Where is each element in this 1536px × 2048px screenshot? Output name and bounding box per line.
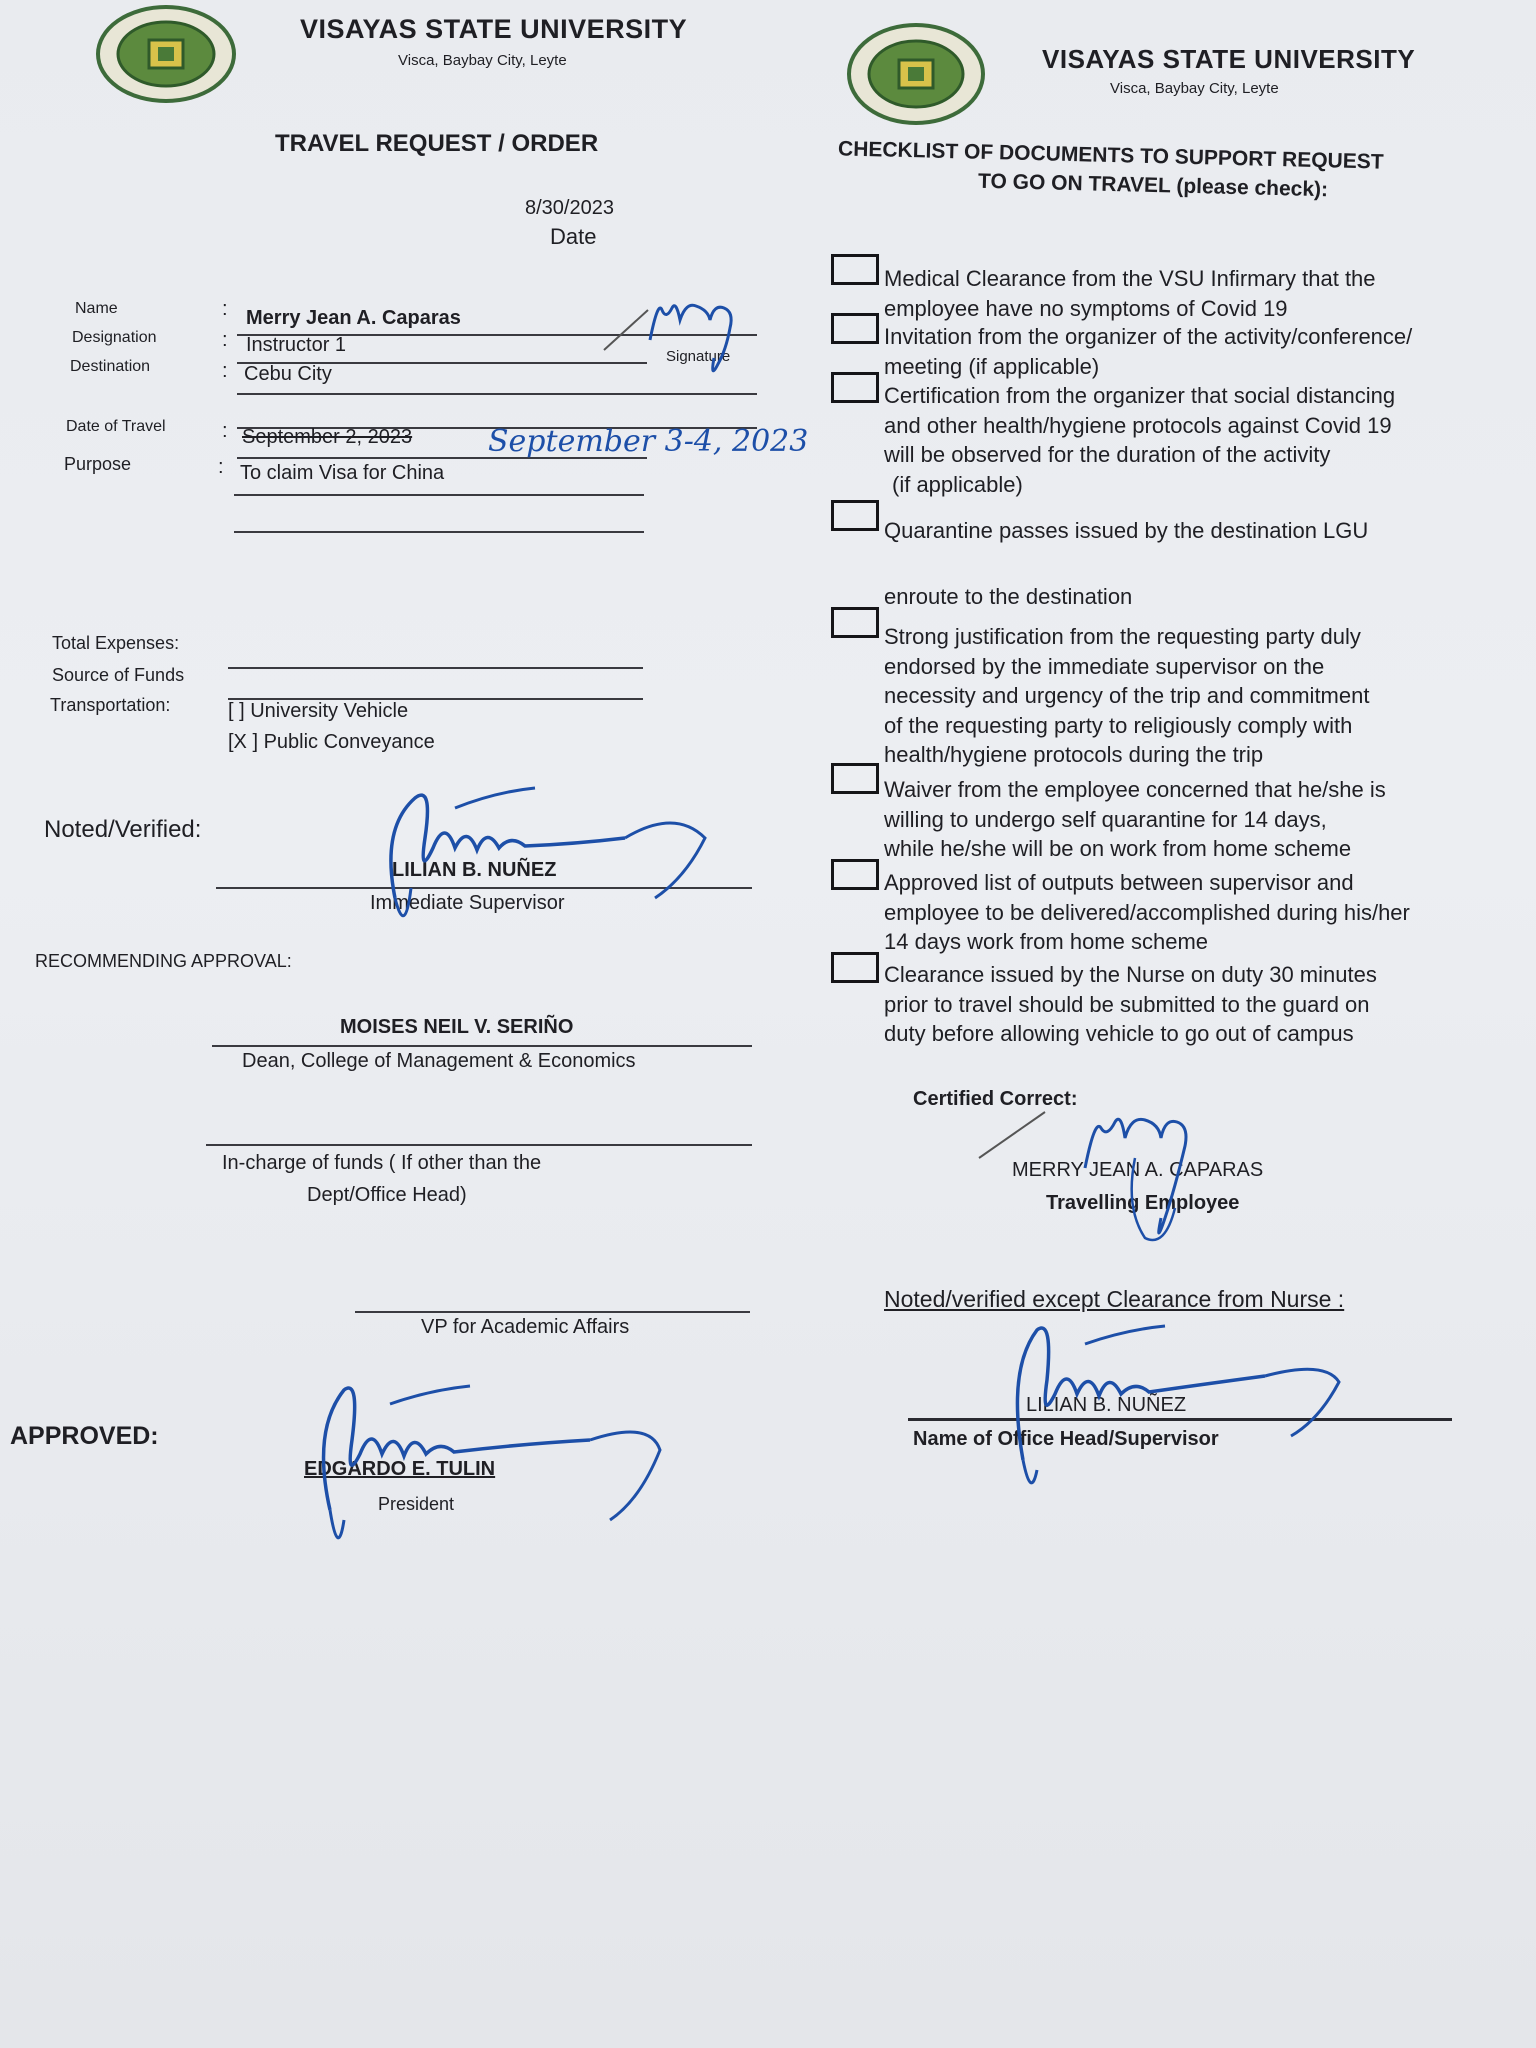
checkbox-quarantine-passes[interactable] [831,500,879,531]
checkbox-strong-justification[interactable] [831,607,879,638]
university-seal-icon [846,22,986,126]
right-university-name: VISAYAS STATE UNIVERSITY [1042,44,1416,74]
checkbox-medical-clearance[interactable] [831,254,879,285]
checkbox-invitation[interactable] [831,313,879,344]
source-of-funds-label: Source of Funds [52,665,185,685]
checkbox-approved-outputs[interactable] [831,859,879,890]
approved-label: APPROVED: [10,1422,159,1450]
date-label: Date [550,224,597,249]
purpose-label: Purpose [64,454,132,474]
checkbox-nurse-clearance[interactable] [831,952,879,983]
certified-correct-label: Certified Correct: [913,1088,1078,1110]
date-value: 8/30/2023 [525,197,614,219]
incharge-funds-line2: Dept/Office Head) [307,1184,467,1206]
vp-academic-affairs-title: VP for Academic Affairs [421,1316,630,1338]
name-label: Name [75,300,118,317]
checkbox-certification[interactable] [831,372,879,403]
checklist-item-approved-outputs: Approved list of outputs between supervisor and employee to be delivered/accomplished during his/her 14 days work from home scheme [884,870,1410,954]
name-value: Merry Jean A. Caparas [246,307,461,329]
dean-title: Dean, College of Management & Economics [242,1050,636,1072]
president-title: President [378,1494,455,1514]
employee-title: Travelling Employee [1046,1192,1240,1214]
dean-name: MOISES NEIL V. SERIÑO [340,1016,574,1038]
colon: : [222,360,228,382]
purpose-value: To claim Visa for China [240,462,445,484]
checklist-title-line1: CHECKLIST OF DOCUMENTS TO SUPPORT REQUEST [837,137,1384,174]
date-of-travel-handwritten: September 3-4, 2023 [488,424,809,459]
transport-option-public-conveyance[interactable]: [X ] Public Conveyance [228,731,435,753]
supervisor-title: Immediate Supervisor [370,892,565,914]
university-seal-icon [95,4,237,104]
destination-label: Destination [70,358,151,375]
total-expenses-label: Total Expenses: [52,633,180,653]
transport-option-university-vehicle[interactable]: [ ] University Vehicle [228,700,409,722]
president-name: EDGARDO E. TULIN [304,1458,496,1480]
date-of-travel-value: September 2, 2023 [242,426,413,448]
destination-value: Cebu City [244,363,332,385]
employee-name: MERRY JEAN A. CAPARAS [1012,1159,1264,1181]
checklist-item-waiver: Waiver from the employee concerned that he/she is willing to undergo self quarantine for 14 days, while he/she will be on work from home scheme [884,777,1386,861]
colon: : [218,456,224,478]
checklist-item-nurse-clearance: Clearance issued by the Nurse on duty 30 minutes prior to travel should be submitted to the guard on duty before allowing vehicle to go out of campus [884,962,1377,1046]
date-of-travel-label: Date of Travel [66,418,166,435]
checkbox-waiver[interactable] [831,763,879,794]
incharge-funds-line1: In-charge of funds ( If other than the [222,1152,542,1174]
left-university-name: VISAYAS STATE UNIVERSITY [300,14,688,44]
designation-value: Instructor 1 [246,334,347,356]
checklist-item-certification: Certification from the organizer that social distancing and other health/hygiene protocols against Covid 19 will be observed for the duration of the activity (if applicable) [884,383,1396,497]
form-title: TRAVEL REQUEST / ORDER [275,130,599,157]
transportation-label: Transportation: [50,695,171,715]
supervisor-name: LILIAN B. NUÑEZ [392,859,557,881]
checklist-item-strong-justification: Strong justification from the requesting party duly endorsed by the immediate supervisor on the necessity and urgency of the trip and commitment of the requesting party to religiously comply with health/hygiene protocols during the trip [884,624,1370,767]
signature-label: Signature [666,348,731,365]
checklist-item-medical-clearance: Medical Clearance from the VSU Infirmary that the employee have no symptoms of Covid 19 [884,266,1376,321]
checklist-item-enroute: enroute to the destination [884,584,1133,609]
checklist-title-line2: TO GO ON TRAVEL (please check): [977,169,1329,202]
colon: : [222,298,228,320]
office-head-name: LILIAN B. NUÑEZ [1026,1394,1187,1416]
right-university-address: Visca, Baybay City, Leyte [1110,80,1279,97]
colon: : [222,420,228,442]
designation-label: Designation [72,329,157,346]
checklist-item-quarantine-passes: Quarantine passes issued by the destination LGU [884,518,1369,543]
noted-verified-label: Noted/Verified: [44,816,202,843]
left-university-address: Visca, Baybay City, Leyte [398,52,567,69]
noted-except-label: Noted/verified except Clearance from Nurse : [884,1286,1345,1312]
colon: : [222,329,228,351]
office-head-title: Name of Office Head/Supervisor [913,1428,1219,1450]
recommending-approval-label: RECOMMENDING APPROVAL: [35,951,292,971]
checklist-item-invitation: Invitation from the organizer of the activity/conference/ meeting (if applicable) [884,324,1413,379]
